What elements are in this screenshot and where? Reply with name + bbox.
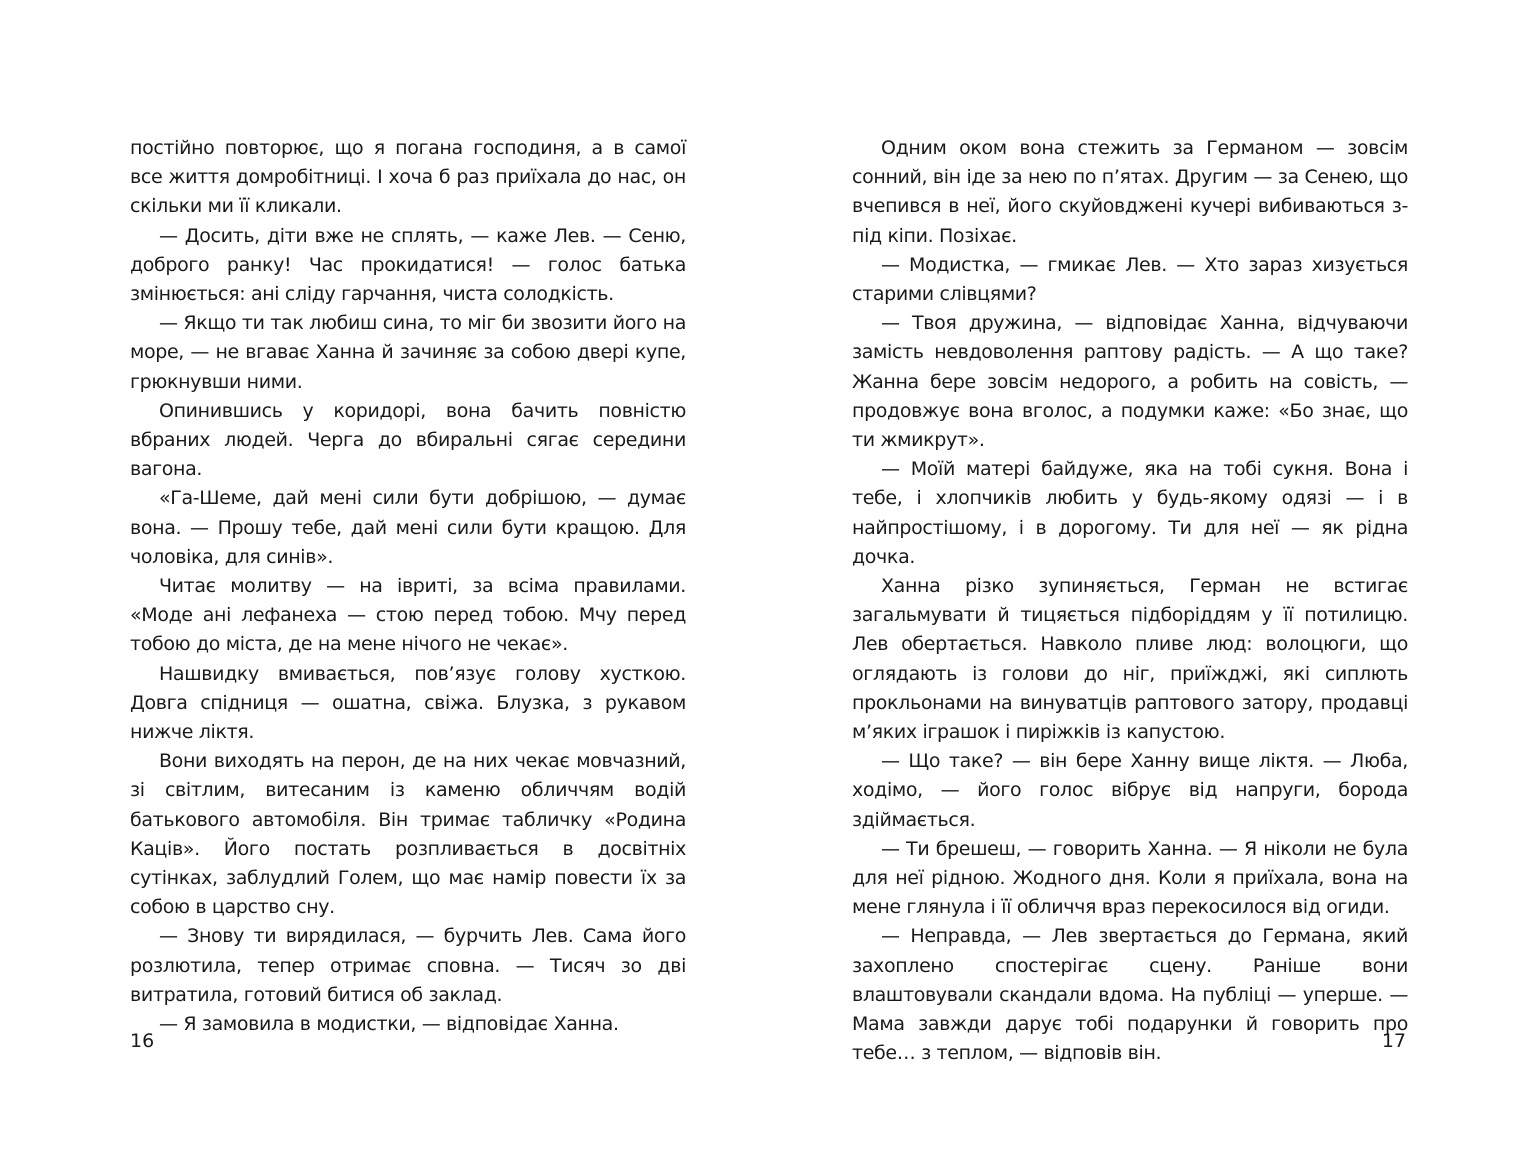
- paragraph: Читає молитву — на івриті, за всіма правилами. «Моде ані лефанеха — стою перед тобою. Мчу перед тобою до міста, де на мене нічого не чекає».: [130, 575, 686, 656]
- paragraph: — Модистка, — гмикає Лев. — Хто зараз хизується старими слівцями?: [852, 253, 1408, 306]
- left-page-text: [130, 134, 686, 1039]
- paragraph: Вони виходять на перон, де на них чекає мовчазний, зі світлим, витесаним із каменю обличчям водій батькового автомобіля. Він тримає табличку «Родина Каців». Його постать розпливається в досвітніх сутінках, заблудлий Голем, що має намір повести їх за собою в царство сну.: [130, 750, 686, 919]
- paragraph: — Що таке? — він бере Ханну вище ліктя. — Люба, ходімо, — його голос вібрує від напруги, борода здіймається.: [852, 750, 1408, 831]
- page-number-right: 17: [1381, 1030, 1406, 1052]
- paragraph: Нашвидку вмивається, пов’язує голову хусткою. Довга спідниця — ошатна, свіжа. Блузка, з рукавом нижче ліктя.: [130, 662, 686, 744]
- paragraph: Ханна різко зупиняється, Герман не встигає загальмувати й тицяється підборіддям у її потилицю. Лев обертається. Навколо пливе люд: волоцюги, що оглядають із голови до ніг, приїжджі, які сиплють прокльонами на винуватців раптового затору, продавці м’яких іграшок і пиріжків із капустою.: [852, 575, 1408, 744]
- paragraph: — Якщо ти так любиш сина, то міг би звозити його на море, — не вгаває Ханна й зачиняє за собою двері купе, грюкнувши ними.: [130, 312, 686, 393]
- paragraph: постійно повторює, що я погана господиня, а в самої все життя домробітниці. І хоча б раз приїхала до нас, он скільки ми її кликали.: [130, 137, 686, 218]
- paragraph: — Досить, діти вже не сплять, — каже Лев. — Сеню, доброго ранку! Час прокидатися! — голос батька змінюється: ані сліду гарчання, чиста солодкість.: [130, 224, 686, 306]
- paragraph: — Я замовила в модистки, — відповідає Ханна.: [159, 1013, 619, 1036]
- paragraph: — Неправда, — Лев звертається до Германа, який захоплено спостерігає сцену. Раніше вони влаштовували скандали вдома. На публіці — уперше. — Мама завжди дарує тобі подарунки й говорить про тебе… з теплом, — відповів він.: [852, 925, 1408, 1065]
- paragraph: — Знову ти вирядилася, — бурчить Лев. Сама його розлютила, тепер отримає сповна. — Тисяч зо дві витратила, готовий битися об заклад.: [130, 925, 686, 1006]
- paragraph: «Га-Шеме, дай мені сили бути добрішою, — думає вона. — Прошу тебе, дай мені сили бути кращою. Для чоловіка, для синів».: [130, 487, 686, 568]
- right-page-text: [852, 134, 1408, 1069]
- paragraph: — Твоя дружина, — відповідає Ханна, відчуваючи замість невдоволення раптову радість. — А що таке? Жанна бере зовсім недорого, а робить на совість, — продовжує вона вголос, а подумки каже: «Бо знає, що ти жмикрут».: [852, 312, 1408, 452]
- page-number-left: 16: [130, 1030, 155, 1052]
- paragraph: Опинившись у коридорі, вона бачить повністю вбраних людей. Черга до вбиральні сягає середини вагона.: [130, 399, 686, 481]
- paragraph: Одним оком вона стежить за Германом — зовсім сонний, він іде за нею по п’ятах. Другим — за Сенею, що вчепився в неї, його скуйовджені кучері вибиваються з-під кіпи. Позіхає.: [852, 137, 1408, 247]
- paragraph: — Ти брешеш, — говорить Ханна. — Я ніколи не була для неї рідною. Жодного дня. Коли я приїхала, вона на мене глянула і її обличчя враз перекосилося від огиди.: [852, 837, 1408, 919]
- paragraph: — Моїй матері байдуже, яка на тобі сукня. Вона і тебе, і хлопчиків любить у будь-якому одязі — і в найпростішому, і в дорогому. Ти для неї — як рідна дочка.: [852, 458, 1408, 568]
- right-page: [768, 0, 1536, 1152]
